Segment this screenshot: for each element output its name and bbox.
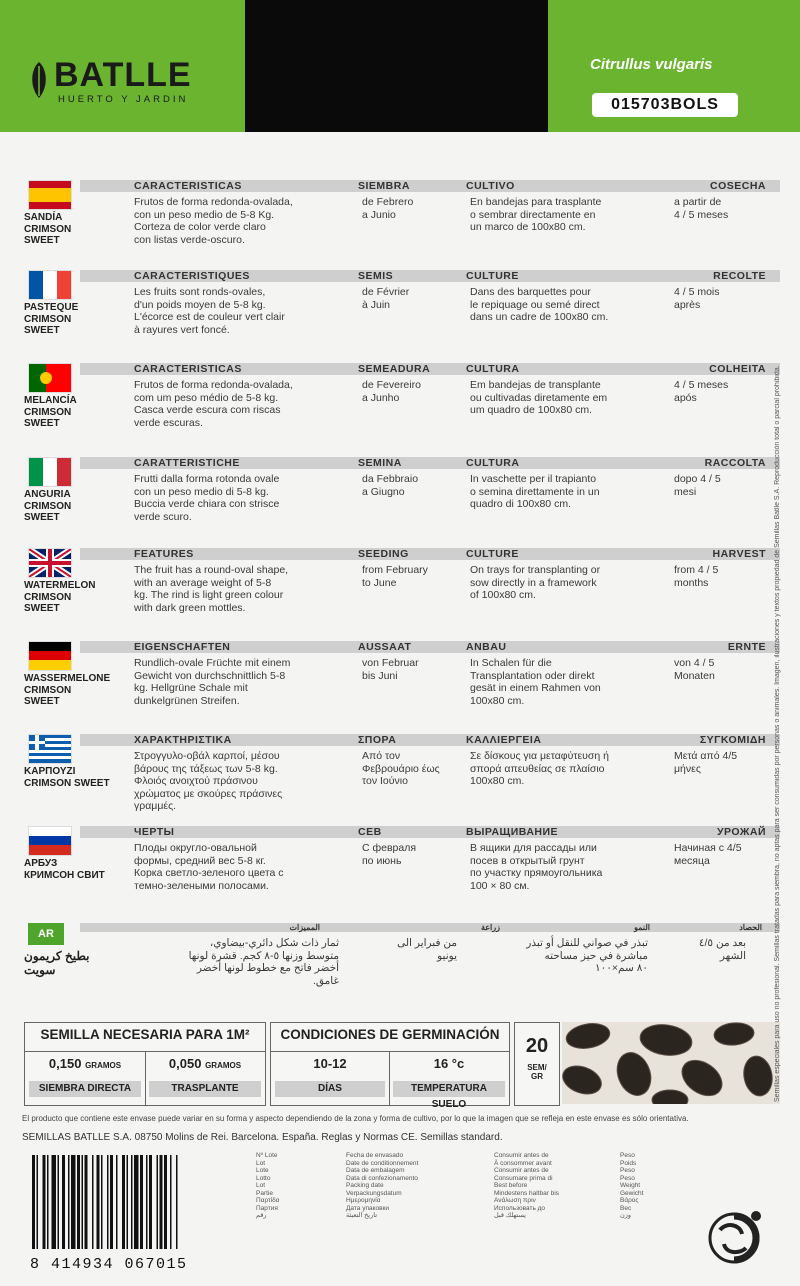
barcode-bar xyxy=(92,1155,94,1249)
label-sowing: AUSSAAT xyxy=(358,641,412,653)
section-header-bar xyxy=(80,270,780,282)
direct-amount-unit: GRAMOS xyxy=(85,1061,122,1070)
cultivation-text: В ящики для рассады или посев в открытый грунт по участку прямоугольника 100 × 80 см. xyxy=(470,842,603,892)
label-characteristics: ЧЕРТЫ xyxy=(134,826,175,838)
barcode-bar xyxy=(164,1155,167,1249)
section-header-bar xyxy=(80,180,780,192)
language-block xyxy=(22,734,766,822)
sowing-text: von Februar bis Juni xyxy=(362,657,419,682)
label-sowing: СЕВ xyxy=(358,826,382,838)
label-harvest: УРОЖАЙ xyxy=(716,826,766,838)
ean-number: 8 414934 067015 xyxy=(30,1256,188,1273)
russia-flag-icon xyxy=(28,826,72,856)
transplant-amount xyxy=(149,1056,261,1071)
direct-label: SIEMBRA DIRECTA xyxy=(29,1081,141,1097)
batlle-logo xyxy=(28,58,218,108)
label-cultivation: CULTIVO xyxy=(466,180,515,192)
language-block xyxy=(22,641,766,729)
variety-name: MELANCÍA CRIMSON SWEET xyxy=(24,395,77,429)
harvest-text: from 4 / 5 months xyxy=(674,564,719,589)
label-characteristics: CARACTERISTIQUES xyxy=(134,270,250,282)
label-harvest: COLHEITA xyxy=(709,363,766,375)
cultivation-text: In Schalen für die Transplantation oder direkt gesät in einem Rahmen von 100x80 cm. xyxy=(470,657,601,707)
label-characteristics: FEATURES xyxy=(134,548,194,560)
sowing-text: С февраля по июнь xyxy=(362,842,417,867)
barcode-bar xyxy=(146,1155,148,1249)
barcode-bar xyxy=(131,1155,133,1249)
harvest-text: Начиная с 4/5 месяца xyxy=(674,842,742,867)
cultivation-text: تبذر في صواني للنقل أو تبذر مباشرة في حيز مساحته ٨٠ سم×١٠٠ xyxy=(526,937,648,974)
france-flag-icon xyxy=(28,270,72,300)
harvest-text: dopo 4 / 5 mesi xyxy=(674,473,721,498)
leaf-icon xyxy=(28,60,50,100)
spain-flag-icon xyxy=(28,180,72,210)
label-sowing: ΣΠΟΡΑ xyxy=(358,734,397,746)
brand-tagline: HUERTO Y JARDIN xyxy=(58,94,189,105)
product-code: 015703BOLS xyxy=(592,93,738,117)
side-legal-text-content: Semillas especiales para uso no profesional. Semillas tratadas para siembra, no aptas para ser consumidas por personas o animales. Imagen, ilustraciones y textos propiedad de Semillas Batlle S.A. Reproducción total o parcial prohibida. xyxy=(774,365,781,1102)
arabic-header-bar xyxy=(80,923,780,932)
label-cultivation: النمو xyxy=(634,923,650,932)
label-cultivation: CULTURE xyxy=(466,270,519,282)
direct-amount-value: 0,150 xyxy=(48,1056,82,1071)
seed-required-box xyxy=(24,1022,266,1106)
variety-name: ANGURIA CRIMSON SWEET xyxy=(24,489,72,523)
language-block xyxy=(22,363,766,451)
sowing-text: من فبراير الى يونيو xyxy=(397,937,457,962)
label-cultivation: ΚΑΛΛΙΕΡΓΕΙΑ xyxy=(466,734,542,746)
label-cultivation: ANBAU xyxy=(466,641,507,653)
seeds-per-gram-unit: SEM/ GR xyxy=(527,1063,547,1081)
barcode-bar xyxy=(32,1155,35,1249)
barcode-bar xyxy=(43,1155,46,1249)
disclaimer-note: El producto que contiene este envase puede variar en su forma y aspecto dependiendo de la zona y forma de cultivo, por lo que la imagen que se refleja en este envase es sólo orientativa. xyxy=(22,1114,689,1123)
green-dot-recycle-icon xyxy=(706,1208,764,1264)
characteristics-text: Frutos de forma redonda-ovalada, con un peso medio de 5-8 Kg. Corteza de color verde claro con listas verde-oscuro. xyxy=(134,196,293,246)
barcode-bar xyxy=(77,1155,80,1249)
label-sowing: SEMEADURA xyxy=(358,363,431,375)
harvest-text: 4 / 5 meses após xyxy=(674,379,729,404)
sowing-text: de Février à Juin xyxy=(362,286,410,311)
harvest-text: Μετά από 4/5 μήνες xyxy=(674,750,738,775)
section-header-bar xyxy=(80,457,780,469)
section-header-bar xyxy=(80,641,780,653)
seeds-per-gram-box xyxy=(514,1022,560,1106)
characteristics-text: Frutti dalla forma rotonda ovale con un peso medio di 5-8 kg. Buccia verde chiara con strisce verde scuro. xyxy=(134,473,280,523)
label-harvest: ΣΥΓΚΟΜΙΔΗ xyxy=(699,734,766,746)
barcode-bar xyxy=(62,1155,65,1249)
barcode-bar xyxy=(149,1155,152,1249)
label-cultivation: CULTURA xyxy=(466,363,520,375)
cultivation-text: On trays for transplanting or sow directly in a framework of 100x80 cm. xyxy=(470,564,601,601)
barcode-bar xyxy=(127,1155,129,1249)
barcode-bar xyxy=(160,1155,163,1249)
barcode-bar xyxy=(68,1155,70,1249)
seed-required-title: SEMILLA NECESARIA PARA 1M² xyxy=(40,1027,250,1042)
germination-days-label: DÍAS xyxy=(275,1081,385,1097)
barcode-bar xyxy=(97,1155,100,1249)
barcode-bar xyxy=(71,1155,76,1249)
barcode-bar xyxy=(176,1155,178,1249)
barcode-bar xyxy=(52,1155,57,1249)
barcode-bar xyxy=(37,1155,39,1249)
section-header-bar xyxy=(80,734,780,746)
header-green-left xyxy=(0,0,245,132)
section-header-bar xyxy=(80,363,780,375)
characteristics-text: Les fruits sont ronds-ovales, d'un poids moyen de 5-8 kg. L'écorce est de couleur vert clair à rayures vert foncé. xyxy=(134,286,285,336)
label-harvest: ERNTE xyxy=(727,641,766,653)
label-characteristics: ΧΑΡΑΚΤΗΡΙΣΤΙΚΑ xyxy=(134,734,232,746)
germination-title: CONDICIONES DE GERMINACIÓN xyxy=(280,1027,500,1042)
label-sowing: SEEDING xyxy=(358,548,409,560)
variety-name: АРБУЗ КРИМСОН СВИТ xyxy=(24,858,105,881)
characteristics-text: Frutos de forma redonda-ovalada, com um peso médio de 5-8 kg. Casca verde escura com riscas verde escuras. xyxy=(134,379,293,429)
best-before-labels: Consumir antes de À consommer avant Consumir antes de Consumare prima di Best before Mindestens haltbar bis Ανάλωση πριν Использовать до يستهلك قبل xyxy=(494,1152,560,1219)
variety-name: SANDÍA CRIMSON SWEET xyxy=(24,212,72,246)
barcode-bar xyxy=(116,1155,118,1249)
variety-name: WATERMELON CRIMSON SWEET xyxy=(24,580,96,614)
side-legal-text xyxy=(760,182,780,1102)
variety-name: WASSERMELONE CRIMSON SWEET xyxy=(24,673,111,707)
barcode-bar xyxy=(58,1155,60,1249)
germination-temp-label: TEMPERATURA SUELO xyxy=(393,1081,505,1097)
portugal-flag-icon xyxy=(28,363,72,393)
direct-amount xyxy=(29,1056,141,1071)
barcode-bar xyxy=(101,1155,103,1249)
barcode-bar xyxy=(157,1155,159,1249)
germination-box xyxy=(270,1022,510,1110)
latin-name: Citrullus vulgaris xyxy=(590,56,713,73)
label-sowing: SIEMBRA xyxy=(358,180,410,192)
cultivation-text: Dans des barquettes pour le repiquage ou semé direct dans un cadre de 100x80 cm. xyxy=(470,286,609,323)
header-black-window xyxy=(245,0,548,132)
sowing-text: de Febrero a Junio xyxy=(362,196,414,221)
label-harvest: الحصاد xyxy=(739,923,762,932)
cultivation-text: En bandejas para trasplante o sembrar directamente en un marco de 100x80 cm. xyxy=(470,196,602,233)
variety-name-arabic: بطيخ كريمون سويت xyxy=(24,949,90,977)
uk-flag-icon xyxy=(28,548,72,578)
label-characteristics: EIGENSCHAFTEN xyxy=(134,641,231,653)
section-header-bar xyxy=(80,826,780,838)
harvest-text: بعد من ٤/٥ الشهر xyxy=(698,937,746,962)
characteristics-text: Rundlich-ovale Früchte mit einem Gewicht von durchschnittlich 5-8 kg. Hellgrüne Schale mit dunkelgrünen Streifen. xyxy=(134,657,291,707)
germination-temp-value: 16 °c xyxy=(433,1056,465,1071)
company-address: SEMILLAS BATLLE S.A. 08750 Molins de Rei. Barcelona. España. Reglas y Normas CE. Semillas standard. xyxy=(22,1132,503,1143)
watermelon-seeds-image xyxy=(562,1022,780,1104)
label-characteristics: CARACTERISTICAS xyxy=(134,180,242,192)
label-harvest: RECOLTE xyxy=(713,270,766,282)
barcode-bar xyxy=(122,1155,125,1249)
label-cultivation: CULTURE xyxy=(466,548,519,560)
cultivation-text: Em bandejas de transplante ou cultivadas diretamente em um quadro de 100x80 cm. xyxy=(470,379,608,416)
header xyxy=(0,0,800,132)
barcode-bar xyxy=(110,1155,113,1249)
greece-flag-icon xyxy=(28,734,72,764)
label-cultivation: ВЫРАЩИВАНИЕ xyxy=(466,826,559,838)
packing-date-labels: Fecha de envasado Date de conditionnement Data de embalagem Data di confezionamento Packing date Verpackungsdatum Ημερομηνία Дата упаковки تاريخ التعبئة xyxy=(346,1152,419,1219)
transplant-amount-value: 0,050 xyxy=(168,1056,202,1071)
language-block xyxy=(22,826,766,914)
seeds-per-gram-value: 20 xyxy=(525,1035,549,1057)
transplant-label: TRASPLANTE xyxy=(149,1081,261,1097)
label-sowing: SEMINA xyxy=(358,457,402,469)
seeds-photo xyxy=(562,1022,780,1104)
lot-labels: Nº Lote Lot Lote Lotto Lot Partie Παρτίδα Партия رقم xyxy=(256,1152,280,1219)
language-block xyxy=(22,270,766,358)
weight-labels: Peso Poids Peso Peso Weight Gewicht Βάρος Вес وزن xyxy=(620,1152,644,1219)
barcode xyxy=(30,1155,236,1249)
label-sowing: SEMIS xyxy=(358,270,394,282)
barcode-bar xyxy=(140,1155,143,1249)
language-block xyxy=(22,457,766,545)
characteristics-text: The fruit has a round-oval shape, with an average weight of 5-8 kg. The rind is light green colour with dark green mottles. xyxy=(134,564,289,614)
language-block-arabic xyxy=(22,923,762,1003)
brand-name: BATLLE xyxy=(54,56,192,94)
label-harvest: HARVEST xyxy=(712,548,766,560)
variety-name: PASTEQUE CRIMSON SWEET xyxy=(24,302,79,336)
language-block xyxy=(22,548,766,636)
variety-name: ΚΑΡΠΟΥΖΙ CRIMSON SWEET xyxy=(24,766,110,789)
barcode-bar xyxy=(82,1155,84,1249)
barcode-bar xyxy=(47,1155,49,1249)
sowing-text: from February to June xyxy=(362,564,428,589)
cultivation-text: Σε δίσκους για μεταφύτευση ή σπορά απευθείας σε πλαίσιο 100x80 cm. xyxy=(470,750,609,787)
italy-flag-icon xyxy=(28,457,72,487)
characteristics-text: Плоды округло-овальной формы, средний вес 5-8 кг. Корка светло-зеленого цвета с темно-зелеными полосами. xyxy=(134,842,284,892)
transplant-amount-unit: GRAMOS xyxy=(205,1061,242,1070)
cultivation-text: In vaschette per il trapianto o semina direttamente in un quadro di 100x80 cm. xyxy=(470,473,600,510)
germination-days-value: 10-12 xyxy=(313,1056,347,1071)
header-green-right xyxy=(548,0,800,132)
label-characteristics: المميزات xyxy=(289,923,320,932)
label-harvest: RACCOLTA xyxy=(704,457,766,469)
label-characteristics: CARATTERISTICHE xyxy=(134,457,240,469)
label-cultivation: CULTURA xyxy=(466,457,520,469)
characteristics-text: ثمار ذات شكل دائري-بيضاوي، متوسط وزنها ٥-٨ كجم. قشرة لونها أخضر فاتح مع خطوط لونها أخضر غامق. xyxy=(188,937,339,987)
harvest-text: a partir de 4 / 5 meses xyxy=(674,196,729,221)
arabic-tag: AR xyxy=(28,923,64,945)
barcode-bar xyxy=(170,1155,172,1249)
language-block xyxy=(22,180,766,268)
harvest-text: 4 / 5 mois après xyxy=(674,286,720,311)
harvest-text: von 4 / 5 Monaten xyxy=(674,657,715,682)
label-characteristics: CARACTERISTICAS xyxy=(134,363,242,375)
sowing-text: de Fevereiro a Junho xyxy=(362,379,421,404)
germany-flag-icon xyxy=(28,641,72,671)
label-sowing: زراعة xyxy=(480,923,500,932)
barcode-bar xyxy=(134,1155,139,1249)
characteristics-text: Στρογγυλο-οβάλ καρποί, μέσου βάρους της τάξεως των 5-8 kg. Φλοιός ανοιχτού πράσινου χρώματος με σκούρες πράσινες γραμμές. xyxy=(134,750,283,812)
sowing-text: da Febbraio a Giugno xyxy=(362,473,419,498)
section-header-bar xyxy=(80,548,780,560)
label-harvest: COSECHA xyxy=(709,180,766,192)
sowing-text: Από τον Φεβρουάριο έως τον Ιούνιο xyxy=(362,750,440,787)
barcode-bar xyxy=(85,1155,88,1249)
barcode-bar xyxy=(107,1155,109,1249)
